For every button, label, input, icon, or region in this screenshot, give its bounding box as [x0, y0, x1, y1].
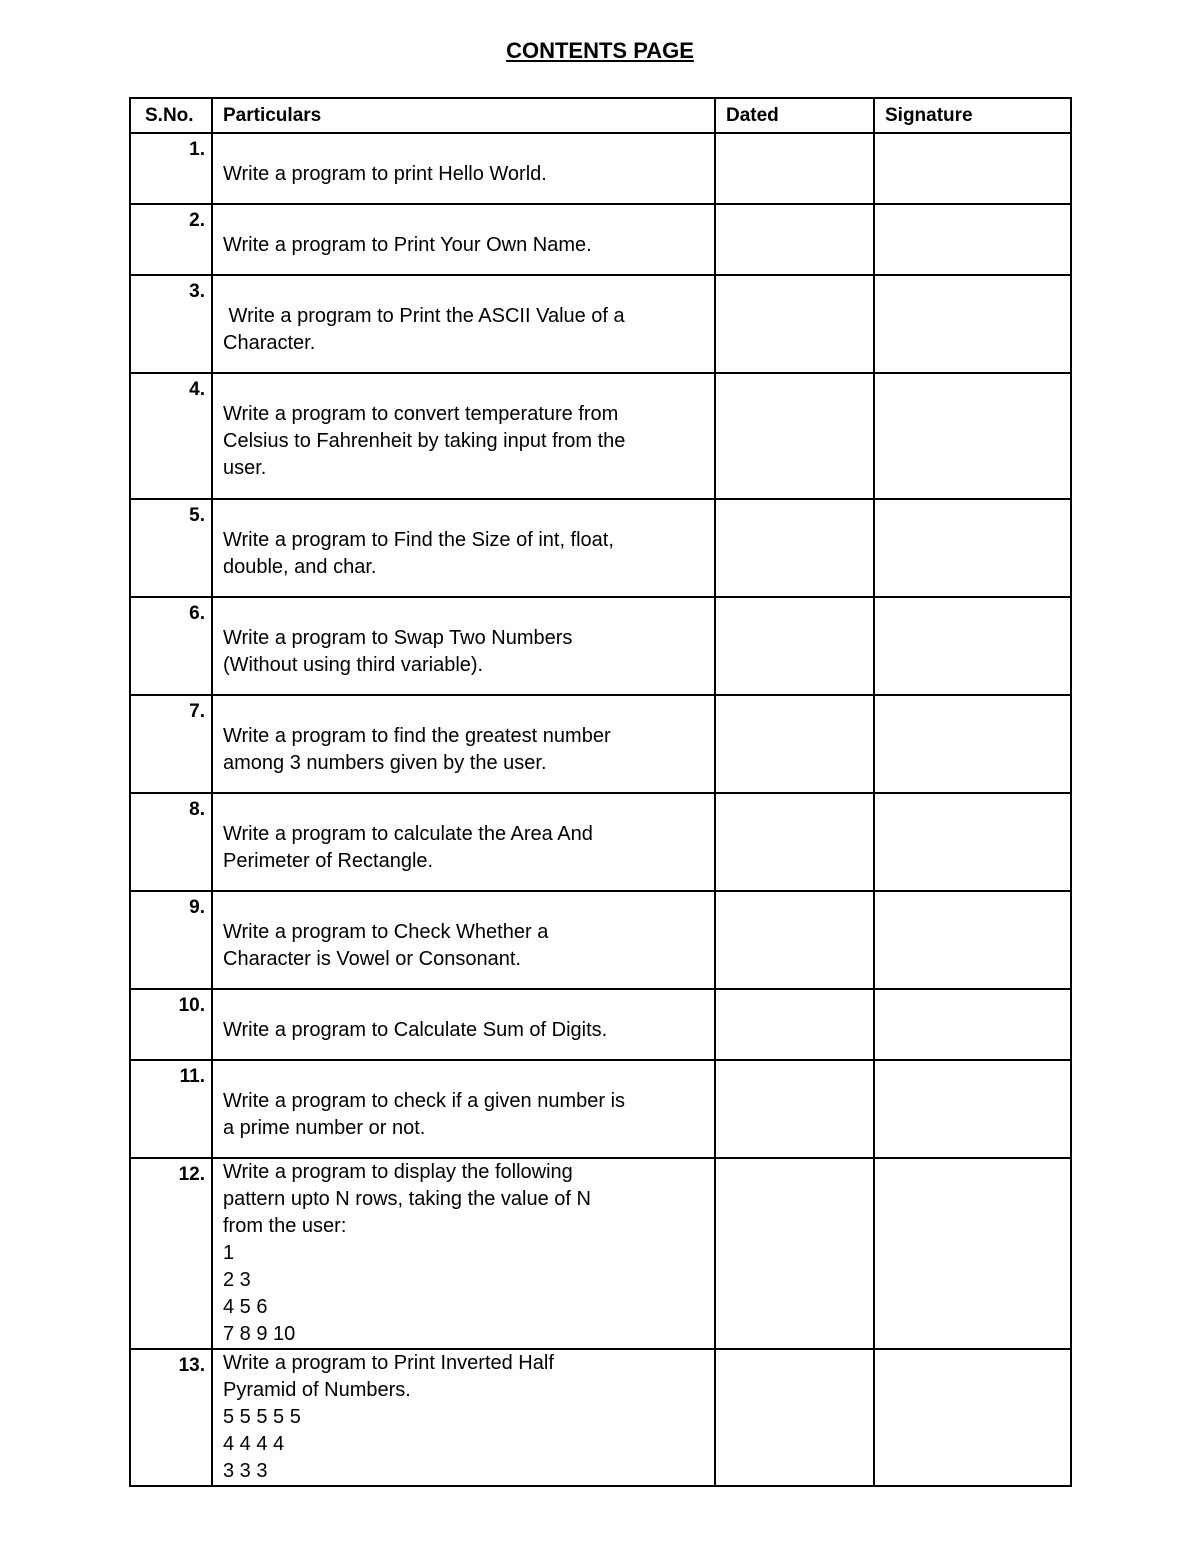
row-signature-cell[interactable] — [874, 204, 1071, 275]
row-signature-cell[interactable] — [874, 133, 1071, 204]
row-signature-cell[interactable] — [874, 1060, 1071, 1158]
row-number: 6. — [130, 597, 212, 695]
particulars-line: user. — [223, 457, 267, 479]
row-number: 11. — [130, 1060, 212, 1158]
header-row — [130, 98, 1071, 133]
row-dated-cell[interactable] — [715, 891, 874, 989]
table-row — [130, 1060, 1071, 1158]
particulars-line: Perimeter of Rectangle. — [223, 850, 434, 872]
particulars-line: Celsius to Fahrenheit by taking input from the — [223, 430, 626, 452]
row-number: 4. — [130, 373, 212, 499]
row-dated-cell[interactable] — [715, 597, 874, 695]
particulars-line: 3 3 3 — [223, 1460, 268, 1482]
row-signature-cell[interactable] — [874, 1158, 1071, 1349]
row-number: 1. — [130, 133, 212, 204]
row-number: 9. — [130, 891, 212, 989]
particulars-line: 4 4 4 4 — [223, 1433, 285, 1455]
row-number: 7. — [130, 695, 212, 793]
row-signature-cell[interactable] — [874, 1349, 1071, 1486]
particulars-line: Write a program to Print the ASCII Value of a — [223, 305, 625, 327]
row-particulars — [212, 499, 715, 597]
row-particulars — [212, 275, 715, 373]
row-particulars — [212, 891, 715, 989]
row-particulars — [212, 1349, 715, 1486]
table-row — [130, 793, 1071, 891]
row-signature-cell[interactable] — [874, 597, 1071, 695]
row-signature-cell[interactable] — [874, 989, 1071, 1060]
row-number: 2. — [130, 204, 212, 275]
table-row — [130, 373, 1071, 499]
particulars-line: among 3 numbers given by the user. — [223, 752, 547, 774]
row-number: 5. — [130, 499, 212, 597]
row-particulars — [212, 133, 715, 204]
row-dated-cell[interactable] — [715, 1349, 874, 1486]
particulars-line: Character. — [223, 332, 316, 354]
particulars-line: Write a program to print Hello World. — [223, 163, 547, 185]
particulars-line: Character is Vowel or Consonant. — [223, 948, 521, 970]
particulars-line: Write a program to Swap Two Numbers — [223, 627, 573, 649]
particulars-line: from the user: — [223, 1215, 347, 1237]
table-row — [130, 1349, 1071, 1486]
row-number: 8. — [130, 793, 212, 891]
header-dated: Dated — [715, 98, 874, 133]
row-number: 3. — [130, 275, 212, 373]
particulars-line: Write a program to convert temperature from — [223, 403, 619, 425]
row-number: 13. — [130, 1349, 212, 1486]
row-signature-cell[interactable] — [874, 891, 1071, 989]
row-particulars — [212, 793, 715, 891]
particulars-line: Write a program to find the greatest number — [223, 725, 611, 747]
row-signature-cell[interactable] — [874, 499, 1071, 597]
table-row — [130, 204, 1071, 275]
row-dated-cell[interactable] — [715, 275, 874, 373]
particulars-line: pattern upto N rows, taking the value of N — [223, 1188, 591, 1210]
particulars-line: Write a program to Print Your Own Name. — [223, 234, 592, 256]
row-signature-cell[interactable] — [874, 695, 1071, 793]
row-dated-cell[interactable] — [715, 695, 874, 793]
header-signature: Signature — [874, 98, 1071, 133]
row-signature-cell[interactable] — [874, 275, 1071, 373]
row-dated-cell[interactable] — [715, 499, 874, 597]
row-number: 10. — [130, 989, 212, 1060]
row-number: 12. — [130, 1158, 212, 1349]
particulars-line: double, and char. — [223, 556, 377, 578]
row-particulars — [212, 695, 715, 793]
particulars-line: 1 — [223, 1242, 235, 1264]
table-row — [130, 695, 1071, 793]
contents-table — [129, 97, 1072, 1487]
particulars-line: Write a program to display the following — [223, 1161, 573, 1183]
row-particulars — [212, 597, 715, 695]
table-row — [130, 275, 1071, 373]
row-dated-cell[interactable] — [715, 989, 874, 1060]
particulars-line: Write a program to check if a given number is — [223, 1090, 626, 1112]
particulars-line: Write a program to Check Whether a — [223, 921, 549, 943]
particulars-line: 5 5 5 5 5 — [223, 1406, 301, 1428]
table-row — [130, 891, 1071, 989]
particulars-line: 7 8 9 10 — [223, 1323, 296, 1345]
table-row — [130, 499, 1071, 597]
row-particulars — [212, 204, 715, 275]
particulars-line: Write a program to Print Inverted Half — [223, 1352, 554, 1374]
row-dated-cell[interactable] — [715, 204, 874, 275]
page-title: CONTENTS PAGE — [506, 38, 694, 63]
particulars-line: Write a program to Find the Size of int, float, — [223, 529, 614, 551]
row-dated-cell[interactable] — [715, 373, 874, 499]
row-particulars — [212, 1158, 715, 1349]
particulars-line: (Without using third variable). — [223, 654, 484, 676]
particulars-line: Write a program to calculate the Area And — [223, 823, 593, 845]
header-particulars: Particulars — [212, 98, 715, 133]
particulars-line: Write a program to Calculate Sum of Digits. — [223, 1019, 608, 1041]
header-sno: S.No. — [130, 98, 212, 133]
row-signature-cell[interactable] — [874, 793, 1071, 891]
row-signature-cell[interactable] — [874, 373, 1071, 499]
particulars-line: a prime number or not. — [223, 1117, 426, 1139]
row-particulars — [212, 1060, 715, 1158]
particulars-line: Pyramid of Numbers. — [223, 1379, 411, 1401]
table-row — [130, 133, 1071, 204]
row-dated-cell[interactable] — [715, 793, 874, 891]
row-dated-cell[interactable] — [715, 1060, 874, 1158]
row-particulars — [212, 373, 715, 499]
table-row — [130, 597, 1071, 695]
row-dated-cell[interactable] — [715, 133, 874, 204]
table-row — [130, 1158, 1071, 1349]
particulars-line: 4 5 6 — [223, 1296, 268, 1318]
table-row — [130, 989, 1071, 1060]
row-particulars — [212, 989, 715, 1060]
particulars-line: 2 3 — [223, 1269, 251, 1291]
row-dated-cell[interactable] — [715, 1158, 874, 1349]
